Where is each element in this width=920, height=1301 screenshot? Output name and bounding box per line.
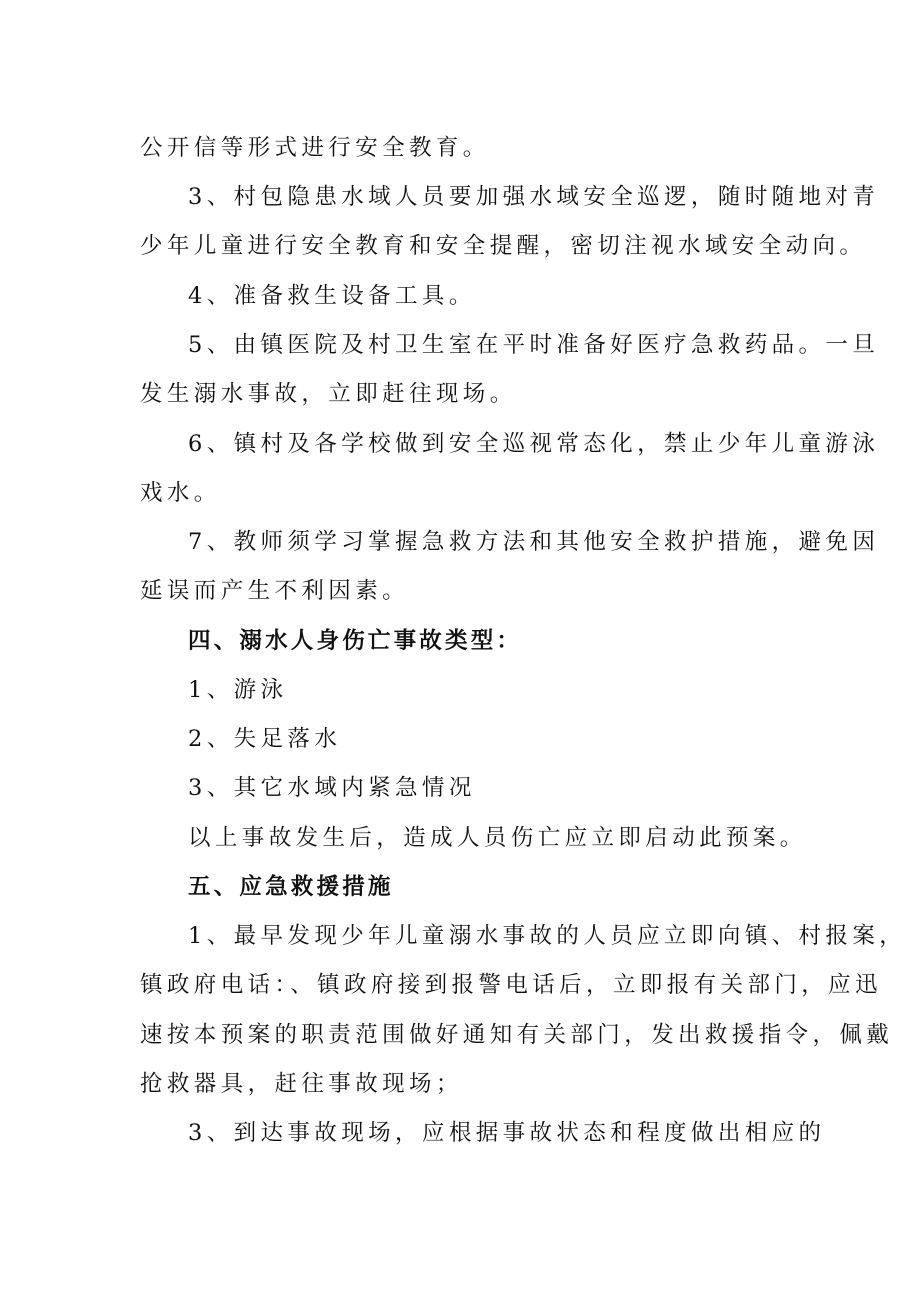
paragraph-line: 4、准备救生设备工具。 (188, 283, 476, 309)
paragraph-line: 3、村包隐患水域人员要加强水域安全巡逻，随时随地对青 (188, 184, 880, 210)
paragraph-line: 6、镇村及各学校做到安全巡视常态化，禁止少年儿童游泳 (188, 431, 880, 457)
section-heading: 四、溺水人身伤亡事故类型： (188, 628, 523, 654)
paragraph-line: 7、教师须学习掌握急救方法和其他安全救护措施，避免因 (188, 529, 880, 555)
paragraph-line: 抢救器具，赶往事故现场； (140, 1071, 463, 1097)
paragraph-line: 延误而产生不利因素。 (140, 578, 410, 604)
paragraph-line: 少年儿童进行安全教育和安全提醒，密切注视水域安全动向。 (140, 233, 867, 259)
paragraph-line: 1、最早发现少年儿童溺水事故的人员应立即向镇、村报案， (188, 923, 907, 949)
list-item: 1、游泳 (188, 677, 288, 703)
paragraph-line: 戏水。 (140, 480, 221, 506)
paragraph-line: 以上事故发生后，造成人员伤亡应立即启动此预案。 (188, 825, 807, 851)
section-heading: 五、应急救援措施 (188, 874, 394, 900)
list-item: 2、失足落水 (188, 726, 342, 752)
paragraph-line: 5、由镇医院及村卫生室在平时准备好医疗急救药品。一旦 (188, 332, 880, 358)
paragraph-line: 速按本预案的职责范围做好通知有关部门，发出救援指令，佩戴 (140, 1022, 894, 1048)
paragraph-line: 3、到达事故现场，应根据事故状态和程度做出相应的 (188, 1120, 826, 1146)
paragraph-line: 发生溺水事故，立即赶往现场。 (140, 381, 517, 407)
list-item: 3、其它水域内紧急情况 (188, 775, 476, 801)
paragraph-line: 公开信等形式进行安全教育。 (140, 135, 490, 161)
paragraph-line: 镇政府电话：、镇政府接到报警电话后，立即报有关部门，应迅 (140, 972, 882, 998)
